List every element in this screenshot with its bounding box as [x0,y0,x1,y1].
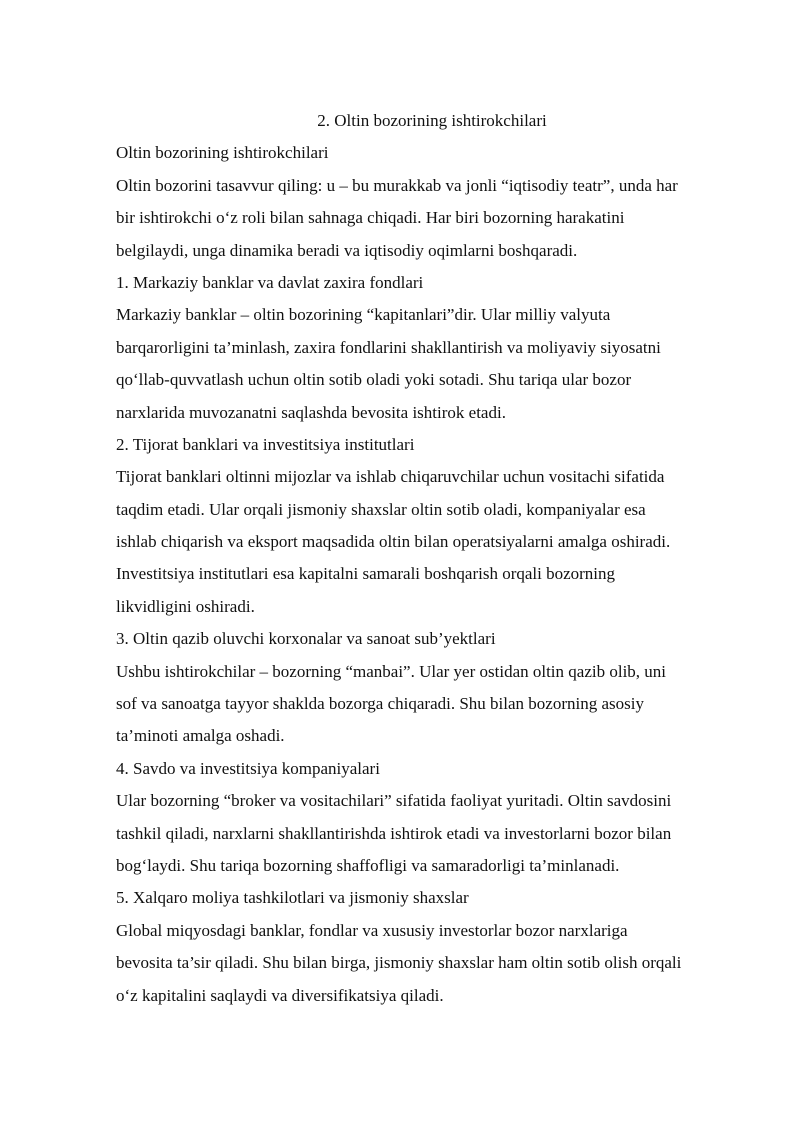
section-heading: 2. Tijorat banklari va investitsiya institutlari [116,434,415,454]
section-heading: 1. Markaziy banklar va davlat zaxira fondlari [116,272,424,292]
paragraph-line: taqdim etadi. Ular orqali jismoniy shaxslar oltin sotib oladi, kompaniyalar esa [116,499,646,519]
paragraph-line: qo‘llab-quvvatlash uchun oltin sotib oladi yoki sotadi. Shu tariqa ular bozor [116,370,632,390]
paragraph-line: likvidligini oshiradi. [116,596,255,616]
paragraph-line: tashkil qiladi, narxlarni shakllantirishda ishtirok etadi va investorlarni bozor bilan [116,823,672,843]
paragraph-line: ta’minoti amalga oshadi. [116,726,285,746]
paragraph-line: o‘z kapitalini saqlaydi va diversifikatsiya qiladi. [116,985,444,1005]
paragraph-line: Investitsiya institutlari esa kapitalni samarali boshqarish orqali bozorning [116,564,616,584]
paragraph-line: Ular bozorning “broker va vositachilari” sifatida faoliyat yuritadi. Oltin savdosini [116,791,672,811]
paragraph-line: barqarorligini ta’minlash, zaxira fondlarini shakllantirish va moliyaviy siyosatni [116,337,661,357]
paragraph-line: Markaziy banklar – oltin bozorining “kapitanlari”dir. Ular milliy valyuta [116,305,611,325]
paragraph-line: belgilaydi, unga dinamika beradi va iqtisodiy oqimlarni boshqaradi. [116,240,578,260]
section-heading: 3. Oltin qazib oluvchi korxonalar va sanoat sub’yektlari [116,629,496,649]
paragraph-line: bevosita ta’sir qiladi. Shu bilan birga, jismoniy shaxslar ham oltin sotib olish orqali [116,953,682,973]
paragraph-line: bir ishtirokchi o‘z roli bilan sahnaga chiqadi. Har biri bozorning harakatini [116,208,625,228]
paragraph-line: sof va sanoatga tayyor shaklda bozorga chiqaradi. Shu bilan bozorning asosiy [116,694,644,714]
document-body [116,105,748,1012]
paragraph-line: Oltin bozorini tasavvur qiling: u – bu murakkab va jonli “iqtisodiy teatr”, unda har [116,175,678,195]
paragraph-line: narxlarida muvozanatni saqlashda bevosita ishtirok etadi. [116,402,506,422]
document-title: 2. Oltin bozorining ishtirokchilari [317,111,547,130]
paragraph-line: Ushbu ishtirokchilar – bozorning “manbai”. Ular yer ostidan oltin qazib olib, uni [116,661,667,681]
section-heading: 5. Xalqaro moliya tashkilotlari va jismoniy shaxslar [116,888,469,908]
paragraph-line: ishlab chiqarish va eksport maqsadida oltin bilan operatsiyalarni amalga oshiradi. [116,532,671,552]
section-heading: Oltin bozorining ishtirokchilari [116,143,329,163]
section-heading: 4. Savdo va investitsiya kompaniyalari [116,758,380,778]
paragraph-line: Tijorat banklari oltinni mijozlar va ishlab chiqaruvchilar uchun vositachi sifatida [116,467,665,487]
paragraph-line: Global miqyosdagi banklar, fondlar va xususiy investorlar bozor narxlariga [116,920,628,940]
paragraph-line: bog‘laydi. Shu tariqa bozorning shaffofligi va samaradorligi ta’minlanadi. [116,855,620,875]
